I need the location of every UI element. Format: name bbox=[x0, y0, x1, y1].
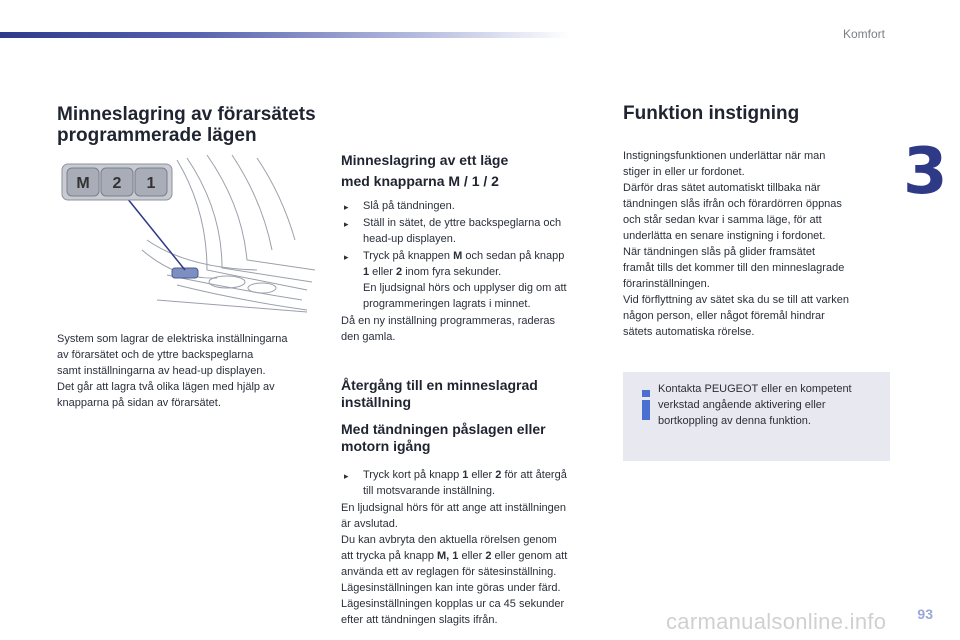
list-item: ▸ Tryck på knappen M och sedan på knapp 1 eller 2 inom fyra sekunder. En ljudsignal hörs och upplyser dig om att programmeringen lagrats i minnet. bbox=[344, 250, 567, 310]
heading-recall-position: Återgång till en minneslagrad inställning bbox=[341, 377, 538, 410]
overwrite-note: Då en ny inställning programmeras, raderas den gamla. bbox=[341, 315, 555, 343]
header-gradient-bar bbox=[0, 32, 570, 38]
memory-button-1: 1 bbox=[146, 175, 156, 192]
page-number: 93 bbox=[917, 606, 933, 622]
body-line: Lägesinställningen kopplas ur ca 45 sekunder bbox=[341, 598, 565, 610]
body-line: Du kan avbryta den aktuella rörelsen genom bbox=[341, 534, 557, 546]
body-line: är avslutad. bbox=[341, 518, 398, 530]
body-line: använda ett av reglagen för sätesinställning. bbox=[341, 566, 557, 578]
info-box bbox=[623, 372, 890, 461]
recall-steps-list bbox=[341, 467, 603, 499]
body-line: att trycka på knapp M, 1 eller 2 eller genom att bbox=[341, 550, 568, 562]
watermark: carmanualsonline.info bbox=[666, 609, 887, 634]
body-line: efter att tändningen slagits ifrån. bbox=[341, 614, 498, 626]
chapter-number: 3 bbox=[903, 135, 948, 209]
body-line: Lägesinställningen kan inte göras under färd. bbox=[341, 582, 561, 594]
right-title: Funktion instigning bbox=[623, 103, 800, 124]
list-item: ▸ Slå på tändningen. bbox=[344, 200, 455, 212]
right-body: Instigningsfunktionen underlättar när man stiger in eller ur fordonet. Därför dras sätet automatiskt tillbaka när tändningen slås ifrån och förardörren öppnas och står sedan kvar i samma läge, för att underlätta en senare instigning i fordonet. När tändningen slås på glider framsätet framåt tills det kommer till den minneslagrade förarinställningen. Vid förflyttning av sätet ska du se till att varken någon person, eller något föremål hindrar sätets automatiska rörelse. bbox=[623, 150, 850, 338]
section-label: Komfort bbox=[842, 27, 885, 41]
middle-column bbox=[341, 150, 603, 628]
memory-button-m: M bbox=[76, 175, 90, 192]
memory-button-2: 2 bbox=[112, 175, 122, 192]
store-steps-list bbox=[341, 198, 603, 312]
heading-ignition-on: Med tändningen påslagen eller motorn igång bbox=[341, 421, 546, 454]
heading-store-position: Minneslagring av ett läge med knapparna M / 1 / 2 bbox=[341, 152, 509, 189]
seat-memory-illustration bbox=[57, 150, 319, 315]
list-item: ▸ Ställ in sätet, de yttre backspeglarna och head-up displayen. bbox=[344, 217, 562, 245]
left-title: Minneslagring av förarsätets programmerade lägen bbox=[57, 104, 316, 146]
info-icon bbox=[639, 390, 653, 420]
body-line: En ljudsignal hörs för att ange att inställningen bbox=[341, 502, 567, 514]
left-body: System som lagrar de elektriska inställningarna av förarsätet och de yttre backspeglarna samt inställningarna av head-up displayen. Det går att lagra två olika lägen med hjälp av knapparna på sidan av förarsätet. bbox=[57, 333, 288, 409]
info-text: Kontakta PEUGEOT eller en kompetent verkstad angående aktivering eller bortkoppling av denna funktion. bbox=[658, 383, 852, 427]
list-item: ▸ Tryck kort på knapp 1 eller 2 för att återgå till motsvarande inställning. bbox=[344, 469, 567, 497]
